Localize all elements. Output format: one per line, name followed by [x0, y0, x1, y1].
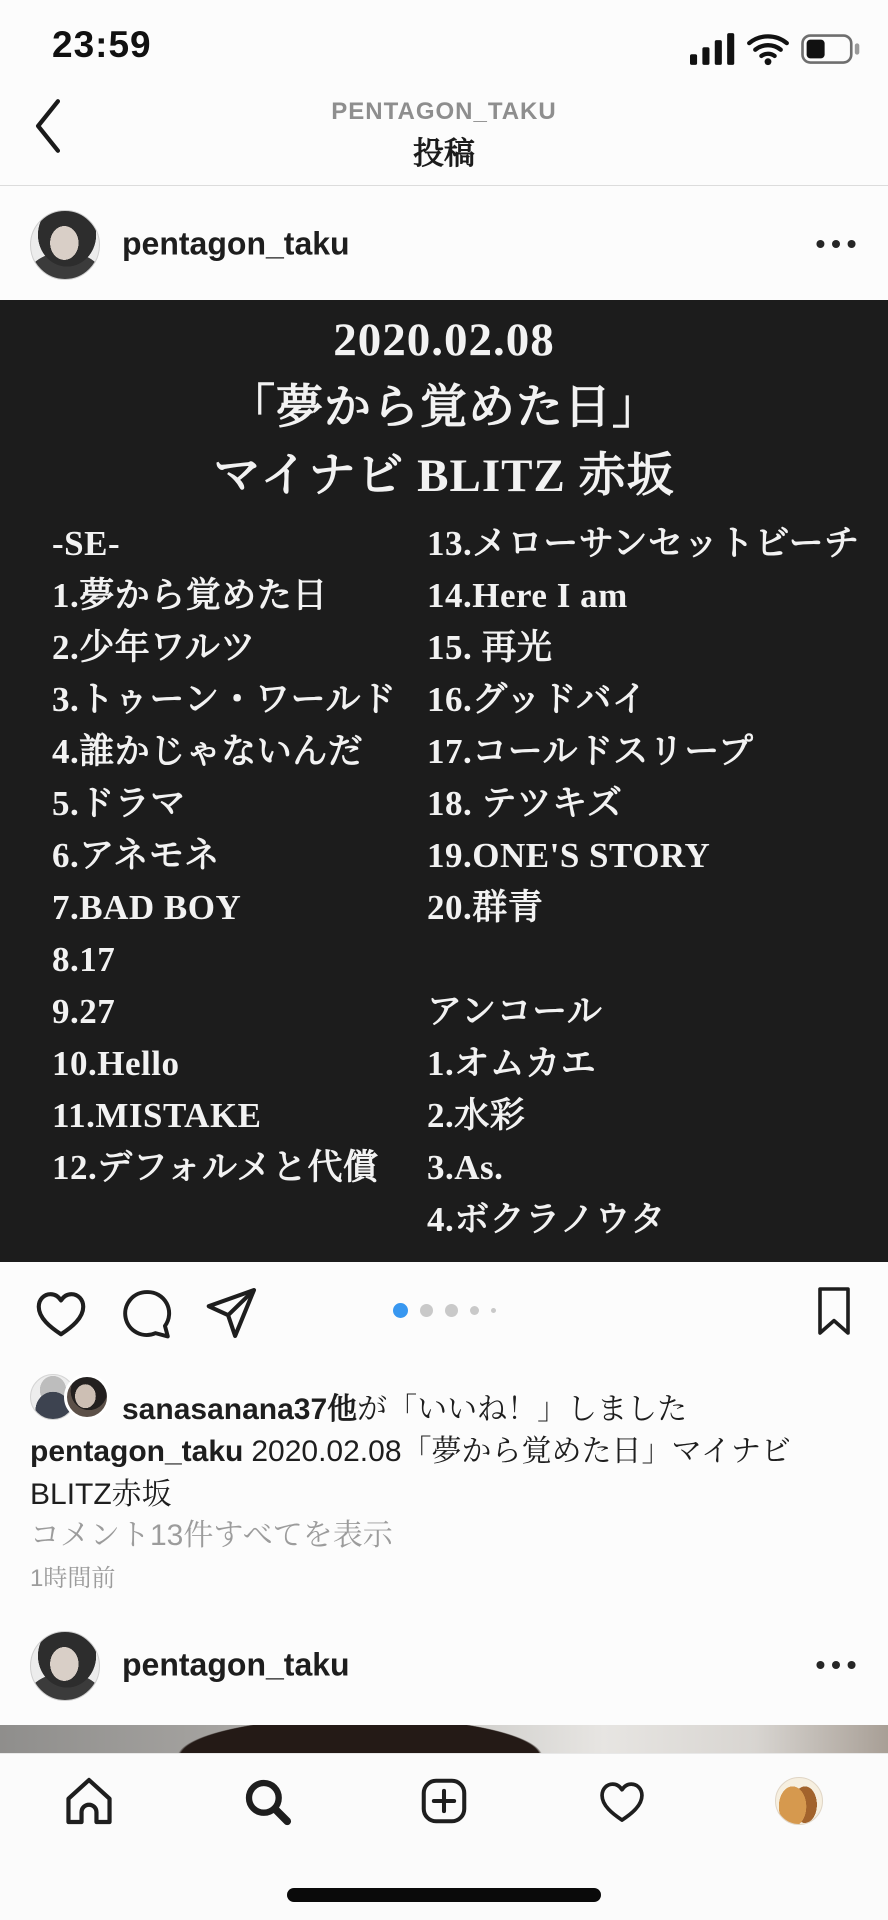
- search-tab[interactable]: [238, 1772, 296, 1830]
- carousel-dots: [0, 1303, 888, 1318]
- likes-summary: [122, 1384, 687, 1428]
- setlist-line: 18. テツキズ: [427, 784, 623, 823]
- setlist-line: 3.As.: [427, 1148, 504, 1187]
- likes-suffix: が「いいね！」しました: [357, 1393, 688, 1426]
- setlist-line: 11.MISTAKE: [52, 1096, 262, 1135]
- setlist-line: 2.水彩: [427, 1096, 526, 1135]
- setlist-line: 20.群青: [427, 888, 544, 927]
- setlist-line: 1.夢から覚めた日: [52, 576, 328, 615]
- next-post-image[interactable]: [0, 1725, 888, 1753]
- battery-icon: [800, 34, 862, 64]
- profile-tab[interactable]: [770, 1772, 828, 1830]
- more-options-button[interactable]: [814, 232, 858, 256]
- setlist-venue: マイナビ BLITZ 赤坂: [213, 450, 675, 502]
- avatar[interactable]: [30, 210, 100, 280]
- setlist-line: 15. 再光: [427, 628, 553, 667]
- post-header: [0, 187, 888, 300]
- post-username[interactable]: pentagon_taku: [122, 225, 350, 261]
- setlist-right-column: [427, 518, 860, 1246]
- setlist-line: 19.ONE'S STORY: [427, 836, 711, 875]
- bookmark-button[interactable]: [810, 1280, 858, 1342]
- status-icons: [690, 32, 862, 66]
- carousel-dot: [491, 1308, 496, 1313]
- activity-tab[interactable]: [593, 1772, 651, 1830]
- setlist-line: 4.誰かじゃないんだ: [52, 732, 364, 771]
- setlist-line: 7.BAD BOY: [52, 888, 242, 927]
- setlist-line: 1.オムカエ: [427, 1044, 597, 1083]
- setlist-line: 9.27: [52, 992, 116, 1031]
- setlist-line: 4.ボクラノウタ: [427, 1200, 666, 1239]
- view-comments-link[interactable]: コメント13件すべてを表示: [30, 1519, 393, 1552]
- nav-header: [0, 90, 888, 186]
- caption-username[interactable]: pentagon_taku: [30, 1435, 244, 1468]
- page-title: 投稿: [413, 136, 475, 171]
- setlist-line: -SE-: [52, 524, 121, 563]
- setlist-line: 10.Hello: [52, 1044, 180, 1083]
- home-indicator[interactable]: [287, 1888, 601, 1902]
- setlist-line: 3.トゥーン・ワールド: [52, 680, 397, 719]
- setlist-line: 6.アネモネ: [52, 836, 220, 875]
- setlist-left-column: [52, 518, 396, 1194]
- carousel-dot: [420, 1304, 433, 1317]
- carousel-dot: [470, 1306, 479, 1315]
- post-username[interactable]: pentagon_taku: [122, 1646, 350, 1682]
- setlist-line: 17.コールドスリープ: [427, 732, 754, 771]
- caption-text: 2020.02.08「夢から覚めた日」マイナビ BLITZ赤坂: [30, 1435, 791, 1511]
- status-time: 23:59: [52, 24, 152, 65]
- liker-avatar[interactable]: [64, 1374, 110, 1420]
- setlist-title: 「夢から覚めた日」: [228, 382, 660, 434]
- setlist-line: 12.デフォルメと代償: [52, 1148, 379, 1187]
- new-post-tab[interactable]: [415, 1772, 473, 1830]
- nav-account-name: PENTAGON_TAKU: [331, 98, 557, 125]
- caption: [30, 1430, 862, 1516]
- post-timestamp: 1時間前: [30, 1565, 116, 1592]
- next-post-header: [0, 1608, 888, 1721]
- profile-avatar: [775, 1777, 823, 1825]
- more-options-button[interactable]: [814, 1653, 858, 1677]
- home-tab[interactable]: [60, 1772, 118, 1830]
- post-image[interactable]: [0, 300, 888, 1262]
- wifi-icon: [746, 32, 790, 66]
- setlist-line: 8.17: [52, 940, 116, 979]
- back-button[interactable]: [30, 98, 66, 154]
- liker-username[interactable]: sanasanana37他: [122, 1393, 358, 1426]
- setlist-line: 16.グッドバイ: [427, 680, 648, 719]
- setlist-line: アンコール: [427, 992, 603, 1031]
- setlist-line: 2.少年ワルツ: [52, 628, 256, 667]
- carousel-dot-active: [393, 1303, 408, 1318]
- setlist-heading: [0, 306, 888, 510]
- signal-strength-icon: [690, 33, 736, 65]
- setlist-date: 2020.02.08: [333, 314, 555, 366]
- setlist-line: [427, 934, 860, 986]
- setlist-line: 14.Here I am: [427, 576, 628, 615]
- setlist-line: 13.メローサンセットビーチ: [427, 524, 860, 563]
- carousel-dot: [445, 1304, 458, 1317]
- setlist-line: 5.ドラマ: [52, 784, 186, 823]
- avatar[interactable]: [30, 1631, 100, 1701]
